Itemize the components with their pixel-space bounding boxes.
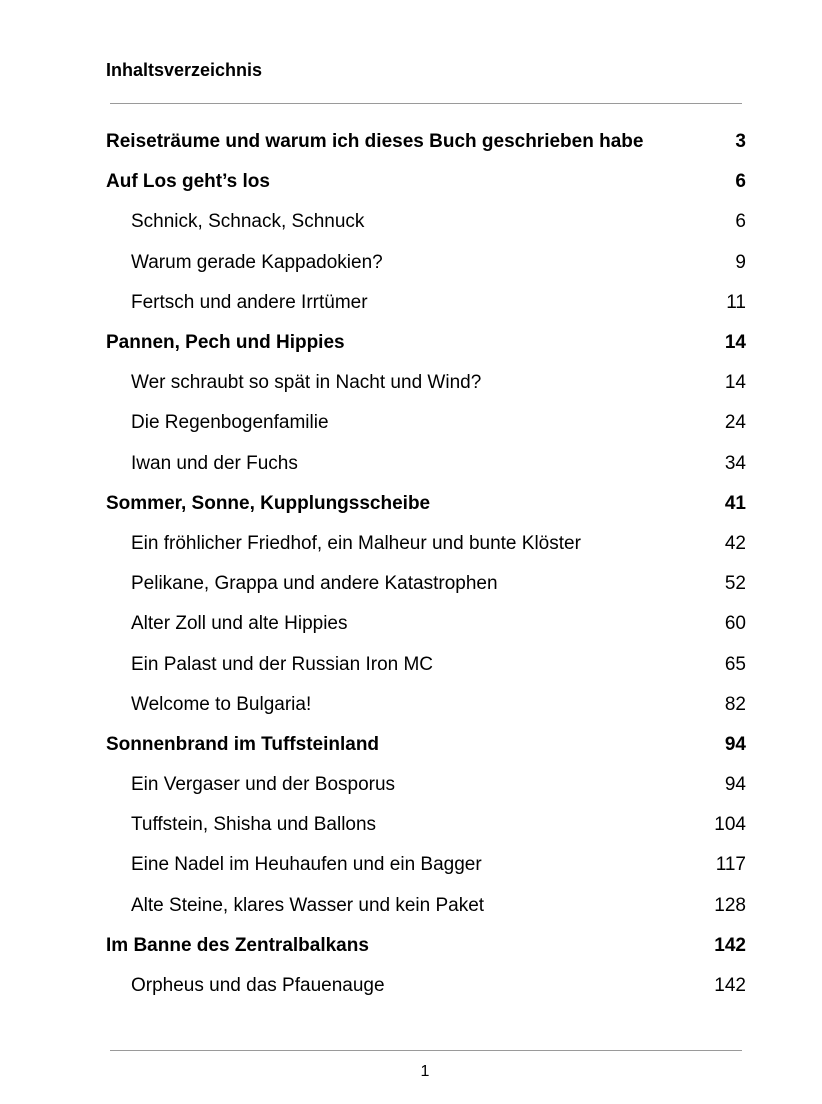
page-number: 1 [420, 1063, 430, 1080]
toc-section-entry[interactable] [106, 403, 746, 443]
toc-entry-page-number: 60 [724, 613, 746, 635]
toc-entry-page-number: 142 [714, 975, 746, 997]
toc-section-entry[interactable] [106, 765, 746, 805]
toc-entry-page-number: 104 [714, 814, 746, 836]
toc-entry-page-number: 117 [715, 854, 746, 876]
toc-entry-title: Wer schraubt so spät in Nacht und Wind? [131, 372, 482, 394]
toc-chapter-entry[interactable] [106, 122, 746, 162]
toc-chapter-entry[interactable] [106, 725, 746, 765]
footer-divider [110, 1050, 742, 1051]
header-divider [110, 103, 742, 104]
toc-entry-page-number: 52 [724, 573, 746, 595]
toc-section-entry[interactable] [106, 524, 746, 564]
toc-section-entry[interactable] [106, 845, 746, 885]
toc-section-entry[interactable] [106, 283, 746, 323]
toc-entry-title: Ein Palast und der Russian Iron MC [131, 653, 434, 675]
toc-section-entry[interactable] [106, 966, 746, 1006]
toc-chapter-entry[interactable] [106, 926, 746, 966]
toc-entry-title: Alte Steine, klares Wasser und kein Paket [131, 894, 485, 916]
toc-entry-page-number: 65 [724, 653, 746, 675]
toc-section-entry[interactable] [106, 886, 746, 926]
toc-entry-title: Ein fröhlicher Friedhof, ein Malheur und bunte Klöster [131, 532, 581, 554]
toc-section-entry[interactable] [106, 685, 746, 725]
toc-section-entry[interactable] [106, 243, 746, 283]
toc-section-entry[interactable] [106, 202, 746, 242]
toc-section-entry[interactable] [106, 564, 746, 604]
toc-entry-title: Die Regenbogenfamilie [131, 412, 329, 434]
toc-entry-page-number: 6 [735, 171, 746, 193]
toc-entry-page-number: 9 [735, 251, 746, 273]
toc-entry-title: Schnick, Schnack, Schnuck [131, 211, 365, 233]
toc-section-entry[interactable] [106, 604, 746, 644]
toc-entry-page-number: 34 [724, 452, 746, 474]
table-of-contents [106, 122, 746, 1006]
toc-entry-page-number: 41 [724, 492, 746, 514]
toc-entry-title: Pelikane, Grappa und andere Katastrophen [131, 573, 498, 595]
toc-entry-page-number: 82 [724, 693, 746, 715]
toc-entry-title: Warum gerade Kappadokien? [131, 251, 383, 273]
toc-entry-page-number: 142 [714, 934, 746, 956]
toc-heading: Inhaltsverzeichnis [106, 60, 263, 80]
toc-entry-title: Alter Zoll und alte Hippies [131, 613, 348, 635]
toc-chapter-entry[interactable] [106, 484, 746, 524]
toc-entry-page-number: 24 [724, 412, 746, 434]
toc-entry-title: Sommer, Sonne, Kupplungsscheibe [106, 492, 431, 514]
toc-section-entry[interactable] [106, 444, 746, 484]
toc-entry-page-number: 94 [724, 733, 746, 755]
toc-chapter-entry[interactable] [106, 323, 746, 363]
toc-entry-title: Fertsch und andere Irrtümer [131, 291, 368, 313]
toc-section-entry[interactable] [106, 363, 746, 403]
toc-entry-title: Reiseträume und warum ich dieses Buch geschrieben habe [106, 131, 644, 153]
toc-entry-title: Im Banne des Zentralbalkans [106, 934, 369, 956]
toc-entry-title: Tuffstein, Shisha und Ballons [131, 814, 377, 836]
toc-entry-title: Iwan und der Fuchs [131, 452, 298, 474]
toc-entry-page-number: 14 [724, 372, 746, 394]
toc-entry-page-number: 94 [724, 774, 746, 796]
toc-entry-page-number: 128 [714, 894, 746, 916]
toc-entry-page-number: 6 [735, 211, 746, 233]
toc-section-entry[interactable] [106, 805, 746, 845]
toc-entry-title: Welcome to Bulgaria! [131, 693, 312, 715]
toc-section-entry[interactable] [106, 644, 746, 684]
toc-entry-title: Ein Vergaser und der Bosporus [131, 774, 396, 796]
toc-entry-page-number: 42 [724, 532, 746, 554]
toc-entry-page-number: 11 [726, 291, 746, 313]
toc-entry-title: Sonnenbrand im Tuffsteinland [106, 733, 380, 755]
toc-entry-title: Pannen, Pech und Hippies [106, 332, 345, 354]
toc-entry-page-number: 14 [724, 332, 746, 354]
toc-entry-title: Orpheus und das Pfauenauge [131, 975, 385, 997]
toc-entry-page-number: 3 [735, 131, 746, 153]
toc-chapter-entry[interactable] [106, 162, 746, 202]
toc-entry-title: Auf Los geht’s los [106, 171, 270, 193]
toc-entry-title: Eine Nadel im Heuhaufen und ein Bagger [131, 854, 482, 876]
